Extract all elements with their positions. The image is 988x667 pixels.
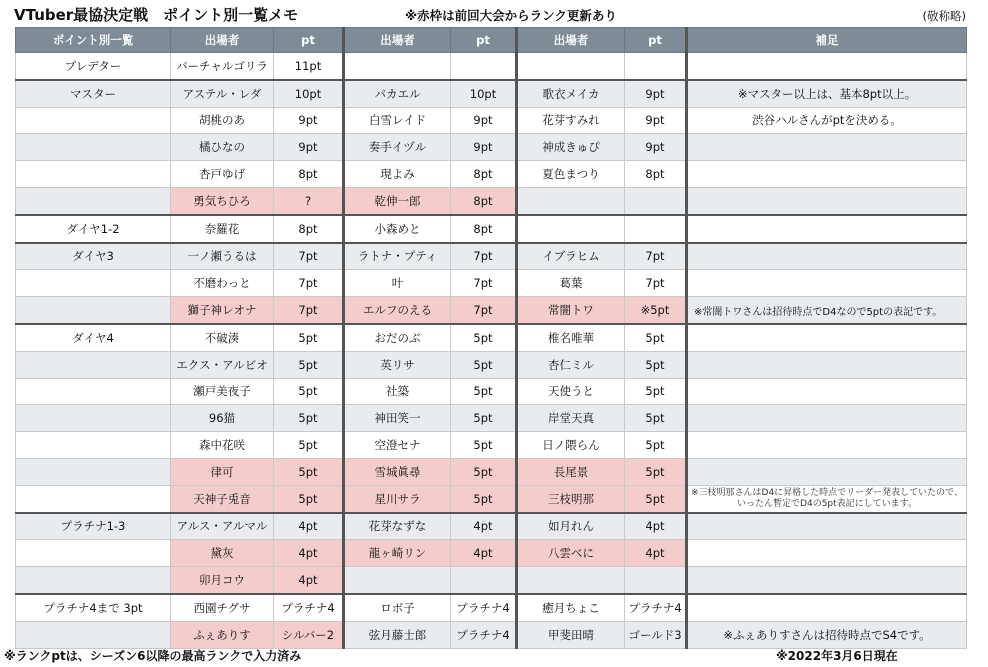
pt-cell: 5pt bbox=[274, 432, 344, 459]
pt-cell: 8pt bbox=[451, 161, 517, 188]
header-cell: pt bbox=[451, 28, 517, 53]
pt-cell: 8pt bbox=[625, 161, 687, 188]
pt-cell: 5pt bbox=[274, 324, 344, 351]
pt-cell: 5pt bbox=[274, 458, 344, 485]
player-cell bbox=[517, 187, 625, 214]
player-cell: 三枝明那 bbox=[517, 485, 625, 512]
red-frame-note: ※赤枠は前回大会からランク更新あり bbox=[405, 8, 617, 23]
table-row bbox=[16, 161, 967, 188]
rank-cell bbox=[16, 187, 171, 214]
player-cell: 96猫 bbox=[171, 405, 274, 432]
pt-cell: 4pt bbox=[451, 540, 517, 567]
player-cell: 雪城眞尋 bbox=[344, 458, 451, 485]
table-row bbox=[16, 324, 967, 351]
player-cell: 花芽なずな bbox=[344, 513, 451, 540]
note-cell: ※ふぇありすさんは招待時点でS4です。 bbox=[687, 621, 967, 648]
table-row bbox=[16, 53, 967, 80]
pt-cell bbox=[625, 567, 687, 594]
player-cell: 小森めと bbox=[344, 215, 451, 243]
header-cell: ポイント別一覧 bbox=[16, 28, 171, 53]
pt-cell: 5pt bbox=[625, 351, 687, 378]
player-cell: 如月れん bbox=[517, 513, 625, 540]
table-row bbox=[16, 432, 967, 459]
note-cell bbox=[687, 270, 967, 297]
pt-cell: 5pt bbox=[274, 485, 344, 512]
rank-cell bbox=[16, 161, 171, 188]
note-cell bbox=[687, 161, 967, 188]
pt-cell bbox=[451, 53, 517, 80]
pt-cell: 9pt bbox=[625, 107, 687, 134]
player-cell: 天使うと bbox=[517, 378, 625, 405]
table-row bbox=[16, 215, 967, 243]
player-cell: アステル・レダ bbox=[171, 80, 274, 107]
footer-date-note: ※2022年3月6日現在 bbox=[776, 649, 898, 663]
player-cell bbox=[344, 567, 451, 594]
pt-cell: 5pt bbox=[625, 378, 687, 405]
pt-cell: ? bbox=[274, 187, 344, 214]
table-row bbox=[16, 378, 967, 405]
player-cell: 杏仁ミル bbox=[517, 351, 625, 378]
pt-cell: 9pt bbox=[274, 107, 344, 134]
pt-cell: 5pt bbox=[625, 405, 687, 432]
note-cell bbox=[687, 513, 967, 540]
pt-cell: 4pt bbox=[451, 513, 517, 540]
player-cell: 瀬戸美夜子 bbox=[171, 378, 274, 405]
pt-cell: 5pt bbox=[274, 351, 344, 378]
player-cell: エクス・アルビオ bbox=[171, 351, 274, 378]
player-cell: エルフのえる bbox=[344, 297, 451, 324]
player-cell: 葛葉 bbox=[517, 270, 625, 297]
rank-cell: ダイヤ4 bbox=[16, 324, 171, 351]
player-cell: 杏戸ゆげ bbox=[171, 161, 274, 188]
table-row bbox=[16, 405, 967, 432]
pt-cell: 5pt bbox=[625, 432, 687, 459]
player-cell: おだのぶ bbox=[344, 324, 451, 351]
note-cell bbox=[687, 432, 967, 459]
pt-cell bbox=[451, 567, 517, 594]
pt-cell: プラチナ4 bbox=[274, 594, 344, 621]
pt-cell: 10pt bbox=[451, 80, 517, 107]
note-cell bbox=[687, 405, 967, 432]
pt-cell: 8pt bbox=[451, 215, 517, 243]
footer-rank-note: ※ランクptは、シーズン6以降の最高ランクで入力済み bbox=[4, 649, 302, 663]
pt-cell: 5pt bbox=[451, 351, 517, 378]
pt-cell: 5pt bbox=[274, 378, 344, 405]
rank-cell bbox=[16, 621, 171, 648]
rank-cell bbox=[16, 432, 171, 459]
rank-cell: マスター bbox=[16, 80, 171, 107]
player-cell: 空澄セナ bbox=[344, 432, 451, 459]
player-cell: 森中花咲 bbox=[171, 432, 274, 459]
player-cell: 癒月ちょこ bbox=[517, 594, 625, 621]
pt-cell: 8pt bbox=[274, 161, 344, 188]
note-cell bbox=[687, 540, 967, 567]
pt-cell: 4pt bbox=[274, 513, 344, 540]
pt-cell: 5pt bbox=[451, 324, 517, 351]
note-cell: ※三枝明那さんはD4に昇格した時点でリーダー発表していたので、いったん暫定でD4の5pt表記にしています。 bbox=[687, 485, 967, 512]
header-cell: 出場者 bbox=[171, 28, 274, 53]
player-cell: 椎名唯華 bbox=[517, 324, 625, 351]
pt-cell: 5pt bbox=[625, 458, 687, 485]
player-cell: 胡桃のあ bbox=[171, 107, 274, 134]
pt-cell: 5pt bbox=[451, 485, 517, 512]
pt-cell: 9pt bbox=[625, 80, 687, 107]
pt-cell: 7pt bbox=[451, 243, 517, 270]
player-cell: 神成きゅぴ bbox=[517, 134, 625, 161]
table-row bbox=[16, 621, 967, 648]
note-cell bbox=[687, 378, 967, 405]
pt-cell: シルバー2 bbox=[274, 621, 344, 648]
player-cell: ふぇありす bbox=[171, 621, 274, 648]
pt-cell bbox=[625, 215, 687, 243]
player-cell: イブラヒム bbox=[517, 243, 625, 270]
rank-cell bbox=[16, 270, 171, 297]
player-cell: 乾伸一郎 bbox=[344, 187, 451, 214]
player-cell: バーチャルゴリラ bbox=[171, 53, 274, 80]
player-cell: 白雪レイド bbox=[344, 107, 451, 134]
player-cell: 八雲べに bbox=[517, 540, 625, 567]
player-cell: 卯月コウ bbox=[171, 567, 274, 594]
player-cell bbox=[517, 215, 625, 243]
table-row bbox=[16, 187, 967, 214]
pt-cell: ゴールド3 bbox=[625, 621, 687, 648]
note-cell bbox=[687, 567, 967, 594]
player-cell: 西園チグサ bbox=[171, 594, 274, 621]
player-cell: ラトナ・プティ bbox=[344, 243, 451, 270]
note-cell bbox=[687, 53, 967, 80]
pt-cell: プラチナ4 bbox=[451, 594, 517, 621]
note-cell: ※常闇トワさんは招待時点でD4なので5ptの表記です。 bbox=[687, 297, 967, 324]
table-row bbox=[16, 270, 967, 297]
player-cell: 奏手イヅル bbox=[344, 134, 451, 161]
note-cell bbox=[687, 324, 967, 351]
rank-cell bbox=[16, 134, 171, 161]
player-cell: 甲斐田晴 bbox=[517, 621, 625, 648]
rank-cell bbox=[16, 297, 171, 324]
honorific-note: (敬称略) bbox=[922, 9, 966, 23]
pt-cell: 5pt bbox=[625, 485, 687, 512]
note-cell: 渋谷ハルさんがptを決める。 bbox=[687, 107, 967, 134]
player-cell: 長尾景 bbox=[517, 458, 625, 485]
pt-cell: 4pt bbox=[274, 567, 344, 594]
points-table bbox=[15, 27, 967, 649]
rank-cell bbox=[16, 485, 171, 512]
table-row bbox=[16, 351, 967, 378]
player-cell: 花芽すみれ bbox=[517, 107, 625, 134]
rank-cell bbox=[16, 351, 171, 378]
table-row bbox=[16, 594, 967, 621]
table-row bbox=[16, 458, 967, 485]
pt-cell: プラチナ4 bbox=[625, 594, 687, 621]
note-cell: ※マスター以上は、基本8pt以上。 bbox=[687, 80, 967, 107]
player-cell: 黛灰 bbox=[171, 540, 274, 567]
note-cell bbox=[687, 134, 967, 161]
player-cell: 弦月藤士郎 bbox=[344, 621, 451, 648]
player-cell: 常闇トワ bbox=[517, 297, 625, 324]
rank-cell bbox=[16, 458, 171, 485]
rank-cell bbox=[16, 567, 171, 594]
pt-cell: 4pt bbox=[274, 540, 344, 567]
note-cell bbox=[687, 351, 967, 378]
player-cell bbox=[344, 53, 451, 80]
table-row bbox=[16, 243, 967, 270]
pt-cell: 7pt bbox=[451, 297, 517, 324]
player-cell: 日ノ隈らん bbox=[517, 432, 625, 459]
player-cell: 不磨わっと bbox=[171, 270, 274, 297]
player-cell: 現よみ bbox=[344, 161, 451, 188]
rank-cell: プレデター bbox=[16, 53, 171, 80]
rank-cell bbox=[16, 378, 171, 405]
rank-cell: ダイヤ1-2 bbox=[16, 215, 171, 243]
note-cell bbox=[687, 243, 967, 270]
pt-cell: 7pt bbox=[451, 270, 517, 297]
pt-cell: 9pt bbox=[274, 134, 344, 161]
note-cell bbox=[687, 187, 967, 214]
pt-cell: 5pt bbox=[451, 432, 517, 459]
page-title: VTuber最協決定戦 ポイント別一覧メモ bbox=[14, 6, 299, 24]
pt-cell: 5pt bbox=[451, 378, 517, 405]
player-cell: 夏色まつり bbox=[517, 161, 625, 188]
pt-cell: 7pt bbox=[625, 270, 687, 297]
player-cell: 獅子神レオナ bbox=[171, 297, 274, 324]
note-cell bbox=[687, 458, 967, 485]
pt-cell: 7pt bbox=[274, 297, 344, 324]
pt-cell: 10pt bbox=[274, 80, 344, 107]
pt-cell: 8pt bbox=[451, 187, 517, 214]
player-cell bbox=[517, 567, 625, 594]
table-row bbox=[16, 107, 967, 134]
table-row bbox=[16, 80, 967, 107]
rank-cell: プラチナ1-3 bbox=[16, 513, 171, 540]
player-cell: 律可 bbox=[171, 458, 274, 485]
pt-cell: プラチナ4 bbox=[451, 621, 517, 648]
header-cell: 補足 bbox=[687, 28, 967, 53]
pt-cell: 5pt bbox=[625, 324, 687, 351]
player-cell: 天神子兎音 bbox=[171, 485, 274, 512]
pt-cell: 7pt bbox=[625, 243, 687, 270]
rank-cell: ダイヤ3 bbox=[16, 243, 171, 270]
table-row bbox=[16, 513, 967, 540]
pt-cell bbox=[625, 53, 687, 80]
player-cell: 一ノ瀬うるは bbox=[171, 243, 274, 270]
pt-cell: 5pt bbox=[274, 405, 344, 432]
pt-cell: 7pt bbox=[274, 243, 344, 270]
player-cell bbox=[517, 53, 625, 80]
player-cell: 勇気ちひろ bbox=[171, 187, 274, 214]
table-row bbox=[16, 297, 967, 324]
note-cell bbox=[687, 594, 967, 621]
pt-cell: 9pt bbox=[451, 134, 517, 161]
player-cell: 神田笑一 bbox=[344, 405, 451, 432]
pt-cell: ※5pt bbox=[625, 297, 687, 324]
header-row bbox=[16, 28, 967, 53]
player-cell: 奈羅花 bbox=[171, 215, 274, 243]
player-cell: パカエル bbox=[344, 80, 451, 107]
player-cell: 歌衣メイカ bbox=[517, 80, 625, 107]
table-row bbox=[16, 134, 967, 161]
rank-cell bbox=[16, 405, 171, 432]
pt-cell: 8pt bbox=[274, 215, 344, 243]
pt-cell: 4pt bbox=[625, 513, 687, 540]
pt-cell: 11pt bbox=[274, 53, 344, 80]
player-cell: 不破湊 bbox=[171, 324, 274, 351]
table-row bbox=[16, 485, 967, 512]
table-row bbox=[16, 540, 967, 567]
table-row bbox=[16, 567, 967, 594]
header-cell: 出場者 bbox=[344, 28, 451, 53]
header-cell: 出場者 bbox=[517, 28, 625, 53]
player-cell: アルス・アルマル bbox=[171, 513, 274, 540]
pt-cell: 7pt bbox=[274, 270, 344, 297]
pt-cell: 9pt bbox=[451, 107, 517, 134]
player-cell: 橘ひなの bbox=[171, 134, 274, 161]
rank-cell: プラチナ4まで 3pt bbox=[16, 594, 171, 621]
pt-cell: 5pt bbox=[451, 405, 517, 432]
player-cell: 岸堂天真 bbox=[517, 405, 625, 432]
note-cell bbox=[687, 215, 967, 243]
pt-cell: 5pt bbox=[451, 458, 517, 485]
player-cell: 社築 bbox=[344, 378, 451, 405]
player-cell: 英リサ bbox=[344, 351, 451, 378]
rank-cell bbox=[16, 107, 171, 134]
player-cell: 叶 bbox=[344, 270, 451, 297]
player-cell: 龍ヶ崎リン bbox=[344, 540, 451, 567]
header-cell: pt bbox=[274, 28, 344, 53]
header-cell: pt bbox=[625, 28, 687, 53]
player-cell: ロボ子 bbox=[344, 594, 451, 621]
pt-cell: 4pt bbox=[625, 540, 687, 567]
pt-cell: 9pt bbox=[625, 134, 687, 161]
pt-cell bbox=[625, 187, 687, 214]
player-cell: 星川サラ bbox=[344, 485, 451, 512]
rank-cell bbox=[16, 540, 171, 567]
